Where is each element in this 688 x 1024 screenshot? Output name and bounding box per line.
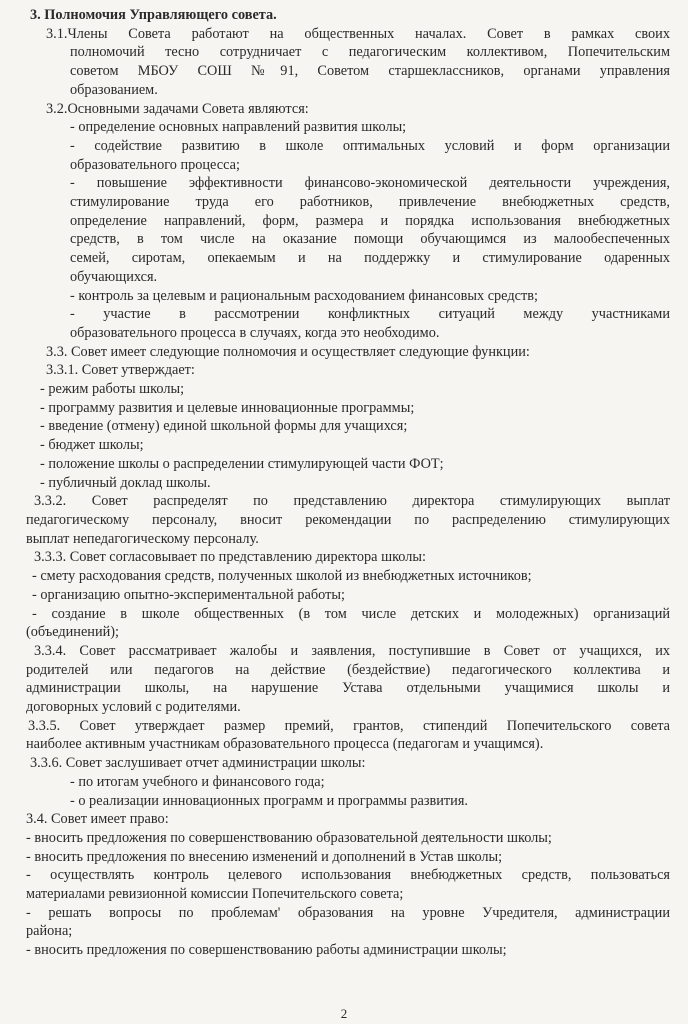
text-line: - программу развития и целевые инновационные программы; — [40, 399, 415, 416]
text-line: - контроль за целевым и рациональным расходованием финансовых средств; — [70, 287, 538, 304]
text-line: (объединений); — [26, 624, 119, 641]
text-line: 3.3.6. Совет заслушивает отчет администрации школы: — [30, 755, 366, 772]
text-line: педагогическому персоналу, вносит рекомендации по распределению стимулирующих — [26, 511, 670, 528]
text-line: 3.3.4. Совет рассматривает жалобы и заявления, поступившие в Совет от учащихся, их — [34, 642, 670, 659]
text-line: - организацию опытно-экспериментальной работы; — [32, 586, 345, 603]
text-line: администрации школы, на нарушение Устава отдельными учащимися школы и — [26, 680, 670, 697]
text-line: - положение школы о распределении стимулирующей части ФОТ; — [40, 455, 444, 472]
text-line: 3.3.2. Совет распределят по представлению директора стимулирующих выплат — [34, 493, 670, 510]
text-line: - вносить предложения по совершенствованию образовательной деятельности школы; — [26, 829, 552, 846]
text-line: образовательного процесса; — [70, 156, 240, 173]
text-line: стимулирование труда его работников, привлечение внебюджетных средств, — [70, 194, 670, 211]
text-line: средств, в том числе на оказание помощи обучающимся из малообеспеченных — [70, 231, 670, 248]
text-line: родителей или педагогов на действие (бездействие) педагогического коллектива и — [26, 661, 670, 678]
text-line: материалами ревизионной комиссии Попечительского совета; — [26, 886, 404, 903]
text-line: - содействие развитию в школе оптимальных условий и форм организации — [70, 137, 670, 154]
text-line: полномочий тесно сотрудничает с педагогическим коллективом, Попечительским — [70, 44, 670, 61]
text-line: - повышение эффективности финансово-экономической деятельности учреждения, — [70, 175, 670, 192]
text-line: семей, сиротам, опекаемым и на поддержку и стимулирование одаренных — [70, 250, 670, 267]
text-line: 3.3. Совет имеет следующие полномочия и осуществляет следующие функции: — [46, 343, 530, 360]
text-line: образованием. — [70, 81, 158, 98]
text-line: - осуществлять контроль целевого использования внебюджетных средств, пользоваться — [26, 867, 670, 884]
text-line: 3.1.Члены Совета работают на общественных началах. Совет в рамках своих — [46, 25, 670, 42]
text-line: 3.3.5. Совет утверждает размер премий, грантов, стипендий Попечительского совета — [28, 717, 670, 734]
text-line: - вносить предложения по внесению изменений и дополнений в Устав школы; — [26, 848, 503, 865]
text-line: наиболее активным участникам образовательного процесса (педагогам и учащимся). — [26, 736, 544, 753]
text-line: - создание в школе общественных (в том числе детских и молодежных) организаций — [32, 605, 670, 622]
text-line: 3.3.3. Совет согласовывает по представлению директора школы: — [34, 549, 426, 566]
text-line: - по итогам учебного и финансового года; — [70, 773, 325, 790]
text-line: - о реализации инновационных программ и программы развития. — [70, 792, 468, 809]
text-line: - смету расходования средств, полученных школой из внебюджетных источников; — [32, 568, 532, 585]
text-line: района; — [26, 923, 73, 940]
text-line: определение направлений, форм, размера и порядка использования внебюджетных — [70, 212, 670, 229]
text-line: - введение (отмену) единой школьной формы для учащихся; — [40, 418, 408, 435]
text-line: - определение основных направлений развития школы; — [70, 119, 407, 136]
text-line: 3.4. Совет имеет право: — [26, 811, 169, 828]
document-body — [26, 6, 670, 960]
text-line: 3.2.Основными задачами Совета являются: — [46, 100, 309, 117]
text-line: 3.3.1. Совет утверждает: — [46, 362, 195, 379]
section-heading: 3. Полномочия Управляющего совета. — [30, 7, 277, 23]
text-line: договорных условий с родителями. — [26, 699, 241, 716]
text-line: - режим работы школы; — [40, 381, 185, 398]
text-line: обучающихся. — [70, 268, 158, 285]
text-line: выплат непедагогическому персоналу. — [26, 530, 259, 547]
page-number: 2 — [340, 1006, 348, 1021]
text-line: - участие в рассмотрении конфликтных ситуаций между участниками — [70, 306, 670, 323]
text-line: - бюджет школы; — [40, 437, 144, 454]
text-line: - публичный доклад школы. — [40, 474, 211, 491]
text-line: - решать вопросы по проблемам' образования на уровне Учредителя, администрации — [26, 904, 670, 921]
text-line: - вносить предложения по совершенствованию работы администрации школы; — [26, 942, 507, 959]
text-line: советом МБОУ СОШ №91, Советом старшеклассников, органами управления — [70, 63, 670, 80]
text-line: образовательного процесса в случаях, когда это необходимо. — [70, 324, 440, 341]
